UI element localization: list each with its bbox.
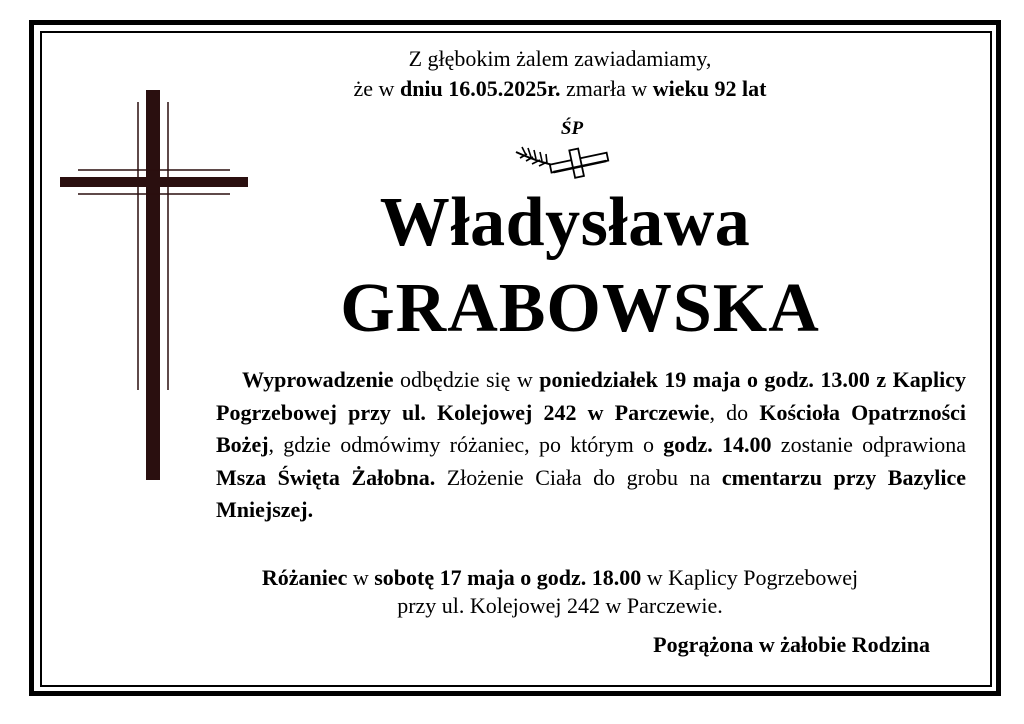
rosary-line-2: przy ul. Kolejowej 242 w Parczewie. xyxy=(397,593,723,618)
funeral-text: Kościoła Opatrzności Bożej xyxy=(216,399,967,457)
age-at-death: wieku 92 lat xyxy=(652,76,767,101)
funeral-text: godz. 14.00 xyxy=(663,432,772,457)
header-text: że w xyxy=(353,76,400,101)
palm-and-cross-icon xyxy=(512,138,612,180)
death-date: dniu 16.05.2025r. xyxy=(399,76,561,101)
header-line-2 xyxy=(270,74,850,104)
sp-label: ŚP xyxy=(560,118,584,139)
header-text: zmarła w xyxy=(560,76,653,101)
funeral-text: Złożenie Ciała do grobu na xyxy=(435,464,722,490)
funeral-text: , do xyxy=(709,399,760,425)
funeral-text: odbędzie się w xyxy=(393,367,540,392)
deceased-first-name: Władysława xyxy=(379,184,751,261)
announcement-header xyxy=(270,44,850,104)
funeral-text: zostanie odprawiona xyxy=(771,432,967,457)
rosary-text: Różaniec xyxy=(261,565,348,590)
rosary-text: w Kaplicy Pogrzebowej xyxy=(641,565,859,590)
funeral-text: Wyprowadzenie xyxy=(242,367,394,392)
funeral-text: , gdzie odmówimy różaniec, po którym o xyxy=(268,432,664,457)
funeral-text: cmentarzu przy Bazylice Mniejszej. xyxy=(216,464,966,522)
rosary-text: w xyxy=(347,565,375,590)
rosary-line-1 xyxy=(200,564,920,592)
rosary-text: sobotę 17 maja o godz. 18.00 xyxy=(374,565,642,590)
deceased-last-name: GRABOWSKA xyxy=(340,270,820,347)
funeral-details xyxy=(216,364,966,527)
sp-emblem xyxy=(512,118,612,180)
funeral-text: poniedziałek 19 maja o godz. 13.00 z Kaplicy Pogrzebowej przy ul. Kolejowej 242 w Parczewie xyxy=(216,367,966,425)
family-signature: Pogrążona w żałobie Rodzina xyxy=(653,632,930,657)
rosary-info xyxy=(200,564,920,620)
funeral-text: Msza Święta Żałobna. xyxy=(216,464,436,490)
header-line-1: Z głębokim żalem zawiadamiamy, xyxy=(408,46,712,71)
